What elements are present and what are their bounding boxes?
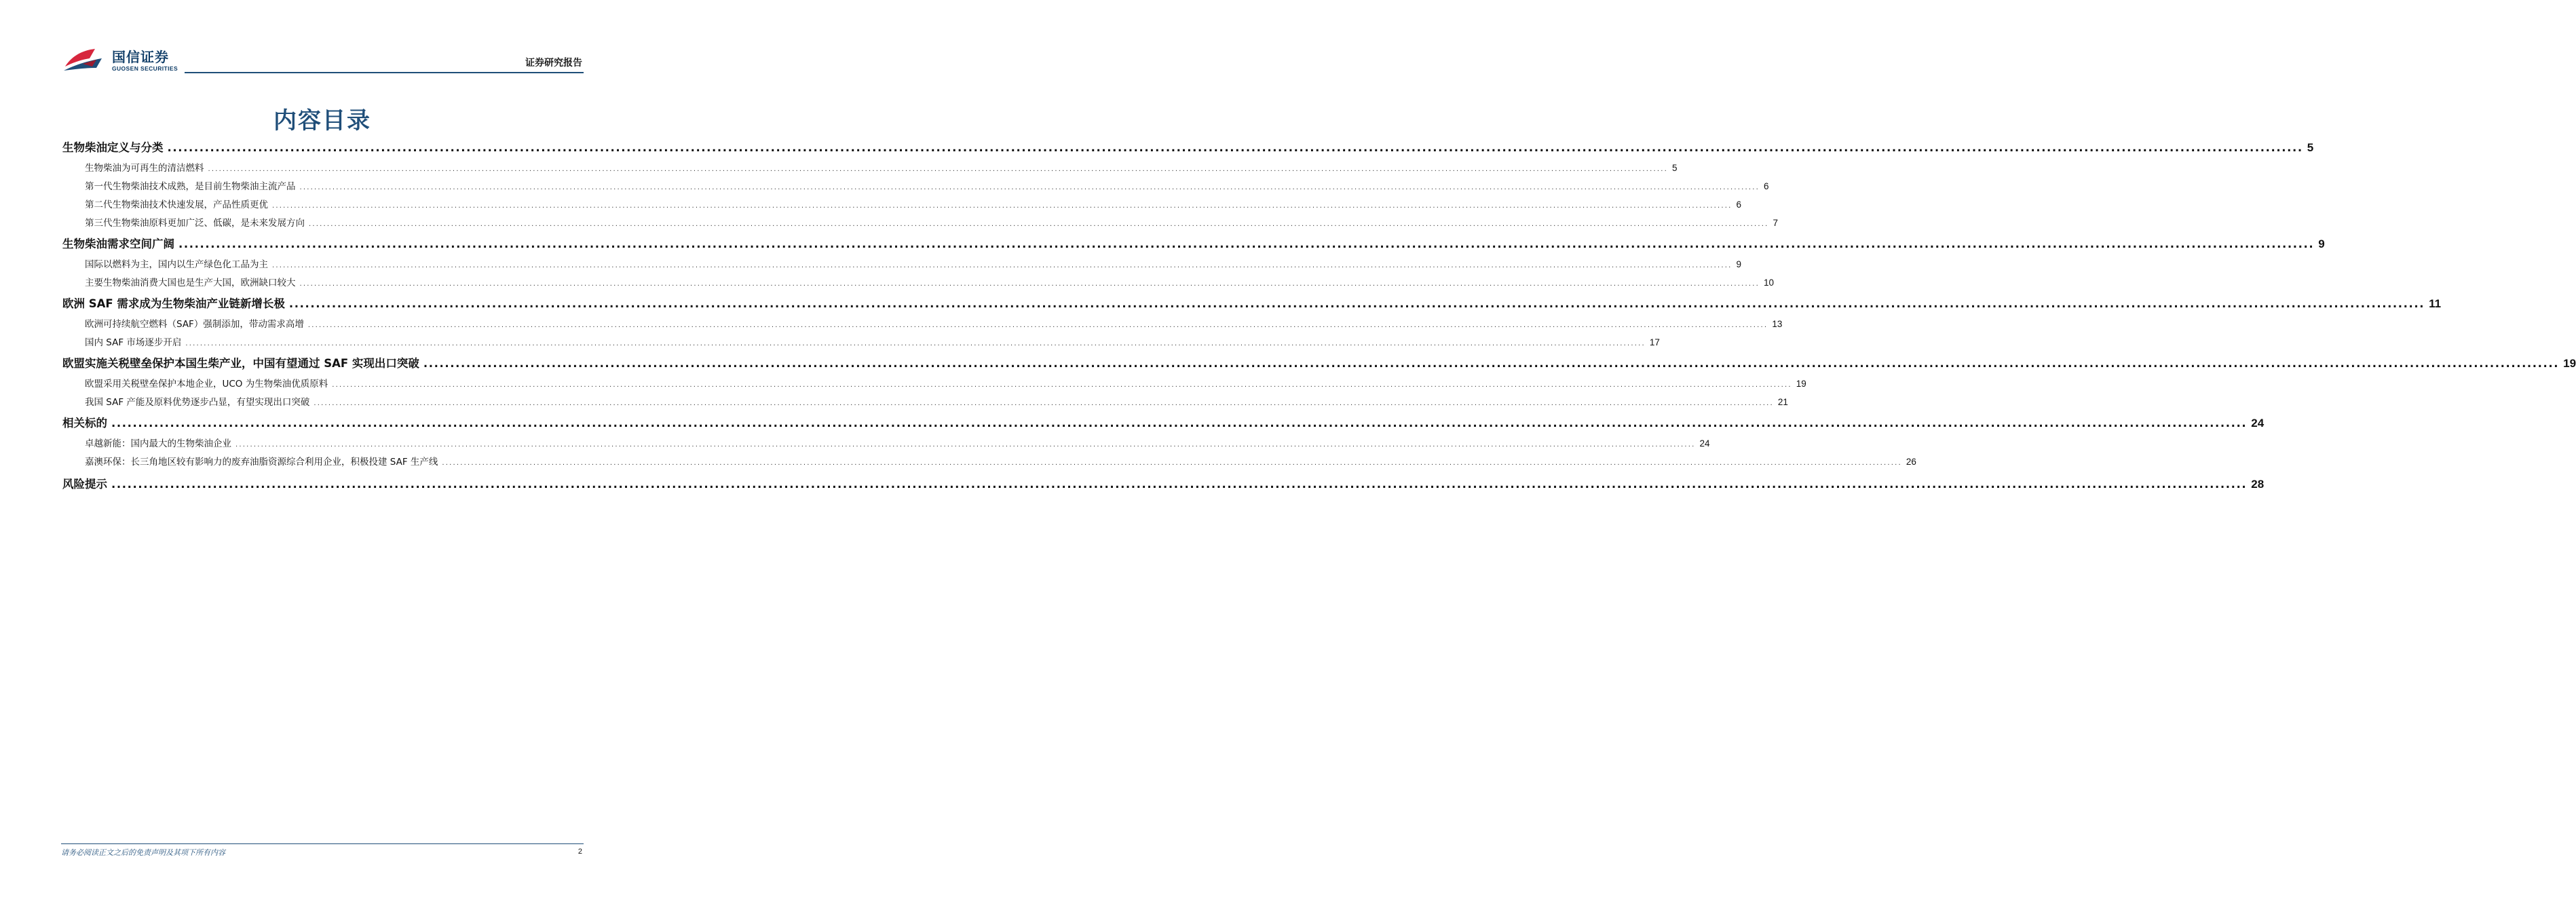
toc-entry-subsection[interactable]	[85, 454, 1916, 468]
toc-entry-title: 欧洲可持续航空燃料（SAF）强制添加，带动需求高增	[85, 319, 304, 330]
toc-dot-leader: ................................................................................................................................................................................................................................................................................................................................................................................................................	[208, 166, 1668, 173]
toc-dot-leader: ................................................................................................................................................................................................................................................................................................................................................................................................................	[299, 184, 1760, 191]
toc-entry-page: 5	[2307, 141, 2314, 154]
toc-dot-leader: ................................................................................................................................................................................................................................................................................................................................................................................................................	[442, 459, 1902, 467]
toc-dot-leader: ................................................................................................................................................................................................................................................................................................................................................................................................................	[332, 381, 1792, 389]
toc-entry-title: 生物柴油定义与分类	[62, 141, 164, 154]
logo-chinese-name: 国信证券	[112, 49, 169, 65]
toc-entry-page: 9	[2318, 238, 2325, 250]
toc-dot-leader: ................................................................................................................................................................................................................................................................................................................................................................................................................	[111, 478, 2248, 491]
toc-dot-leader: ................................................................................................................................................................................................................................................................................................................................................................................................................	[235, 441, 1696, 449]
logo-english-name: GUOSEN SECURITIES	[112, 65, 178, 72]
page-number: 2	[577, 848, 582, 856]
toc-dot-leader: ................................................................................................................................................................................................................................................................................................................................................................................................................	[309, 221, 1769, 228]
toc-entry-title: 国际以燃料为主，国内以生产绿色化工品为主	[85, 259, 268, 270]
toc-entry-section[interactable]	[62, 138, 2314, 155]
toc-entry-title: 生物柴油需求空间广阔	[62, 238, 174, 250]
toc-entry-subsection[interactable]	[85, 335, 1660, 348]
toc-entry-page: 28	[2251, 478, 2265, 491]
toc-entry-section[interactable]	[62, 414, 2265, 430]
toc-entry-page: 11	[2429, 297, 2442, 310]
toc-dot-leader: ................................................................................................................................................................................................................................................................................................................................................................................................................	[307, 322, 1768, 329]
toc-entry-page: 7	[1773, 218, 1778, 228]
toc-entry-title: 主要生物柴油消费大国也是生产大国，欧洲缺口较大	[85, 278, 296, 288]
toc-entry-subsection[interactable]	[85, 436, 1710, 449]
toc-entry-section[interactable]	[62, 294, 2442, 311]
toc-entry-title: 我国 SAF 产能及原料优势逐步凸显，有望实现出口突破	[85, 397, 310, 408]
toc-entry-subsection[interactable]	[85, 197, 1741, 210]
toc-entry-subsection[interactable]	[85, 178, 1769, 192]
toc-dot-leader: ................................................................................................................................................................................................................................................................................................................................................................................................................	[178, 238, 2315, 250]
toc-entry-title: 卓越新能：国内最大的生物柴油企业	[85, 438, 231, 449]
header-divider	[185, 72, 584, 73]
toc-entry-section[interactable]	[62, 475, 2265, 491]
toc-entry-subsection[interactable]	[85, 376, 1806, 390]
toc-entry-title: 欧盟实施关税壁垒保护本国生柴产业，中国有望通过 SAF 实现出口突破	[62, 357, 419, 370]
toc-dot-leader: ................................................................................................................................................................................................................................................................................................................................................................................................................	[111, 417, 2248, 430]
footer-divider	[61, 843, 584, 844]
toc-entry-page: 6	[1736, 200, 1741, 210]
toc-entry-title: 风险提示	[62, 478, 107, 491]
toc-entry-page: 19	[2563, 357, 2576, 370]
toc-entry-title: 第三代生物柴油原料更加广泛、低碳，是未来发展方向	[85, 218, 305, 229]
company-logo	[62, 45, 181, 76]
toc-entry-title: 欧洲 SAF 需求成为生物柴油产业链新增长极	[62, 297, 285, 310]
toc-entry-page: 13	[1772, 319, 1783, 329]
toc-entry-title: 嘉澳环保：长三角地区较有影响力的废弃油脂资源综合利用企业，积极投建 SAF 生产线	[85, 457, 438, 468]
logo-mark-icon	[62, 46, 107, 75]
toc-entry-title: 第二代生物柴油技术快速发展，产品性质更优	[85, 200, 268, 210]
page-title: 内容目录	[273, 107, 371, 134]
toc-entry-page: 9	[1736, 259, 1741, 269]
toc-entry-page: 5	[1671, 163, 1678, 173]
toc-dot-leader: ................................................................................................................................................................................................................................................................................................................................................................................................................	[299, 280, 1760, 288]
toc-dot-leader: ................................................................................................................................................................................................................................................................................................................................................................................................................	[185, 340, 1646, 347]
toc-entry-title: 生物柴油为可再生的清洁燃料	[85, 163, 204, 174]
toc-dot-leader: ................................................................................................................................................................................................................................................................................................................................................................................................................	[272, 262, 1732, 269]
toc-entry-page: 21	[1777, 397, 1788, 407]
toc-entry-subsection[interactable]	[85, 394, 1788, 408]
toc-dot-leader: ................................................................................................................................................................................................................................................................................................................................................................................................................	[272, 202, 1732, 210]
toc-entry-subsection[interactable]	[85, 215, 1778, 229]
footer-disclaimer: 请务必阅读正文之后的免责声明及其项下所有内容	[61, 848, 225, 857]
toc-entry-subsection[interactable]	[85, 275, 1775, 288]
toc-entry-section[interactable]	[62, 235, 2325, 251]
toc-entry-page: 17	[1649, 337, 1660, 347]
report-type-label: 证券研究报告	[525, 58, 582, 69]
toc-entry-title: 第一代生物柴油技术成熟，是目前生物柴油主流产品	[85, 181, 296, 192]
toc-entry-subsection[interactable]	[85, 256, 1741, 270]
toc-dot-leader: ................................................................................................................................................................................................................................................................................................................................................................................................................	[423, 357, 2560, 370]
toc-entry-page: 19	[1796, 379, 1806, 389]
toc-entry-subsection[interactable]	[85, 160, 1678, 174]
toc-dot-leader: ................................................................................................................................................................................................................................................................................................................................................................................................................	[288, 297, 2425, 310]
toc-entry-subsection[interactable]	[85, 316, 1783, 330]
toc-dot-leader: ................................................................................................................................................................................................................................................................................................................................................................................................................	[167, 141, 2303, 154]
toc-entry-section[interactable]	[62, 354, 2576, 370]
toc-entry-title: 国内 SAF 市场逐步开启	[85, 337, 182, 348]
toc-entry-page: 10	[1763, 278, 1775, 288]
toc-entry-page: 24	[1699, 438, 1710, 449]
toc-dot-leader: ................................................................................................................................................................................................................................................................................................................................................................................................................	[314, 400, 1774, 407]
toc-entry-title: 相关标的	[62, 417, 107, 430]
toc-entry-page: 6	[1763, 181, 1769, 191]
toc-entry-title: 欧盟采用关税壁垒保护本地企业，UCO 为生物柴油优质原料	[85, 379, 328, 390]
toc-entry-page: 24	[2251, 417, 2265, 430]
toc-entry-page: 26	[1906, 457, 1916, 467]
